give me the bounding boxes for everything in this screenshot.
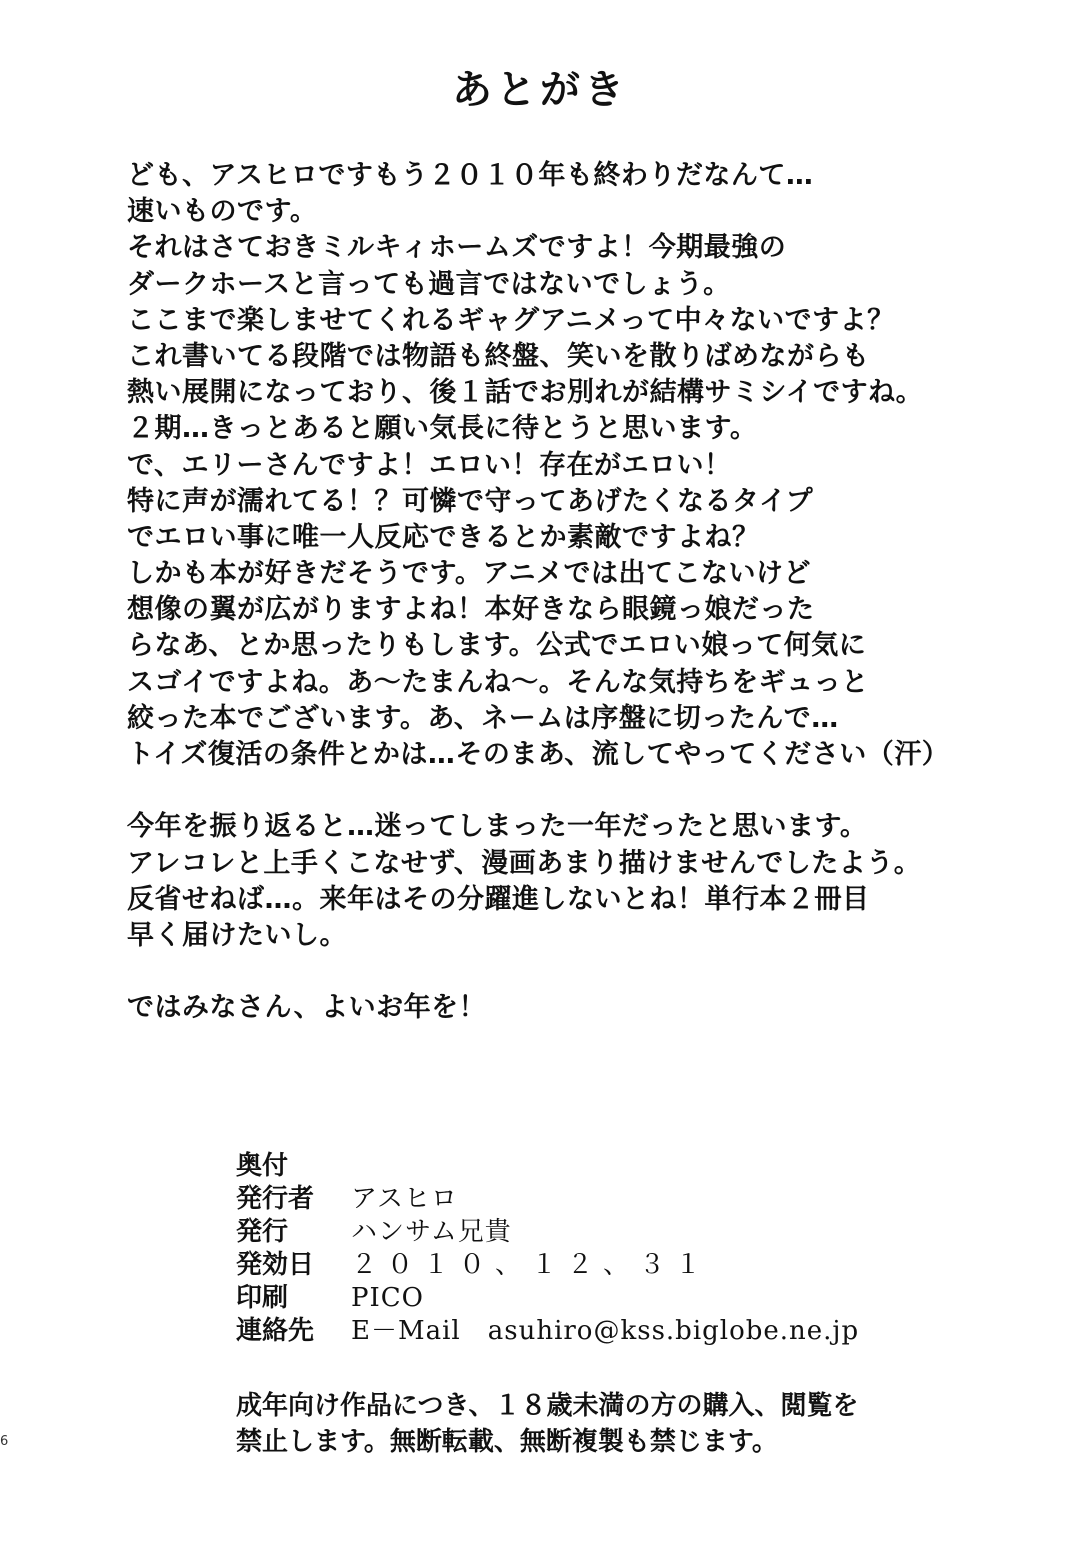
afterword-paragraph-3 xyxy=(127,990,1027,1026)
afterword-paragraph-2 xyxy=(127,809,1027,954)
text-line: で、エリーさんですよ！エロい！存在がエロい！ xyxy=(127,449,732,481)
age-restriction-notice xyxy=(236,1388,1036,1460)
text-line: それはさておきミルキィホームズですよ！今期最強の xyxy=(127,232,787,264)
colophon-heading-row xyxy=(236,1150,1056,1183)
text-line: しかも本が好きだそうです。アニメでは出てこないけど xyxy=(127,558,811,590)
paragraph-gap xyxy=(127,954,1027,990)
text-line: 反省せねば…。来年はその分躍進しないとね！単行本２冊目 xyxy=(127,883,870,915)
page-number: 6 xyxy=(0,1434,9,1449)
text-line: ２期…きっとあると願い気長に待とうと思います。 xyxy=(127,413,758,445)
colophon xyxy=(236,1150,1056,1348)
text-line: 想像の翼が広がりますよね！本好きなら眼鏡っ娘だった xyxy=(127,594,815,626)
afterword-paragraph-1 xyxy=(127,158,1027,773)
text-line: ダークホースと言っても過言ではないでしょう。 xyxy=(127,268,731,300)
issuer-label: 発行 xyxy=(236,1217,289,1247)
contact-label: 連絡先 xyxy=(236,1316,315,1346)
notice-line: 成年向け作品につき、１８歳未満の方の購入、閲覧を xyxy=(236,1391,859,1421)
text-line: 早く届けたいし。 xyxy=(127,919,347,951)
text-line: ども、アスヒロですもう２０１０年も終わりだなんて… xyxy=(127,160,814,191)
colophon-row-date xyxy=(236,1249,1056,1282)
afterword-body xyxy=(127,158,1027,1027)
text-line: ではみなさん、よいお年を！ xyxy=(127,992,487,1024)
colophon-row-publisher xyxy=(236,1183,1056,1216)
colophon-row-contact xyxy=(236,1315,1056,1348)
text-line: これ書いてる段階では物語も終盤、笑いを散りばめながらも xyxy=(127,340,870,372)
text-line: アレコレと上手くこなせず、漫画あまり描けませんでしたよう。 xyxy=(127,847,922,879)
printer-label: 印刷 xyxy=(236,1283,289,1313)
text-line: ここまで楽しませてくれるギャグアニメって中々ないですよ？ xyxy=(127,304,895,336)
text-line: でエロい事に唯一人反応できるとか素敵ですよね？ xyxy=(127,521,760,553)
notice-line: 禁止します。無断転載、無断複製も禁じます。 xyxy=(236,1427,778,1457)
text-line: トイズ復活の条件とかは…そのまあ、流してやってください（汗） xyxy=(127,739,950,770)
text-line: 絞った本でございます。あ、ネームは序盤に切ったんで… xyxy=(127,702,839,734)
date-value: ２０１０、１２、３１ xyxy=(351,1250,712,1280)
publisher-label: 発行者 xyxy=(236,1184,315,1214)
page-title: あとがき xyxy=(452,67,628,113)
colophon-heading: 奥付 xyxy=(236,1151,289,1181)
text-line: 今年を振り返ると…迷ってしまった一年だったと思います。 xyxy=(127,811,868,843)
issuer-value: ハンサム兄貴 xyxy=(351,1217,512,1247)
date-label: 発効日 xyxy=(236,1250,315,1280)
colophon-row-issuer xyxy=(236,1216,1056,1249)
printer-value: PICO xyxy=(351,1283,424,1313)
contact-value: E－Mail asuhiro@kss.biglobe.ne.jp xyxy=(351,1316,860,1346)
text-line: 熱い展開になっており、後１話でお別れが結構サミシイですね。 xyxy=(127,377,924,409)
text-line: スゴイですよね。あ～たまんね～。そんな気持ちをギュっと xyxy=(127,666,869,698)
text-line: 特に声が濡れてる！？可憐で守ってあげたくなるタイプ xyxy=(127,485,814,517)
text-line: 速いものです。 xyxy=(127,196,318,228)
colophon-row-printer xyxy=(236,1282,1056,1315)
publisher-value: アスヒロ xyxy=(351,1184,458,1214)
text-line: らなあ、とか思ったりもします。公式でエロい娘って何気に xyxy=(127,630,867,662)
paragraph-gap xyxy=(127,773,1027,809)
